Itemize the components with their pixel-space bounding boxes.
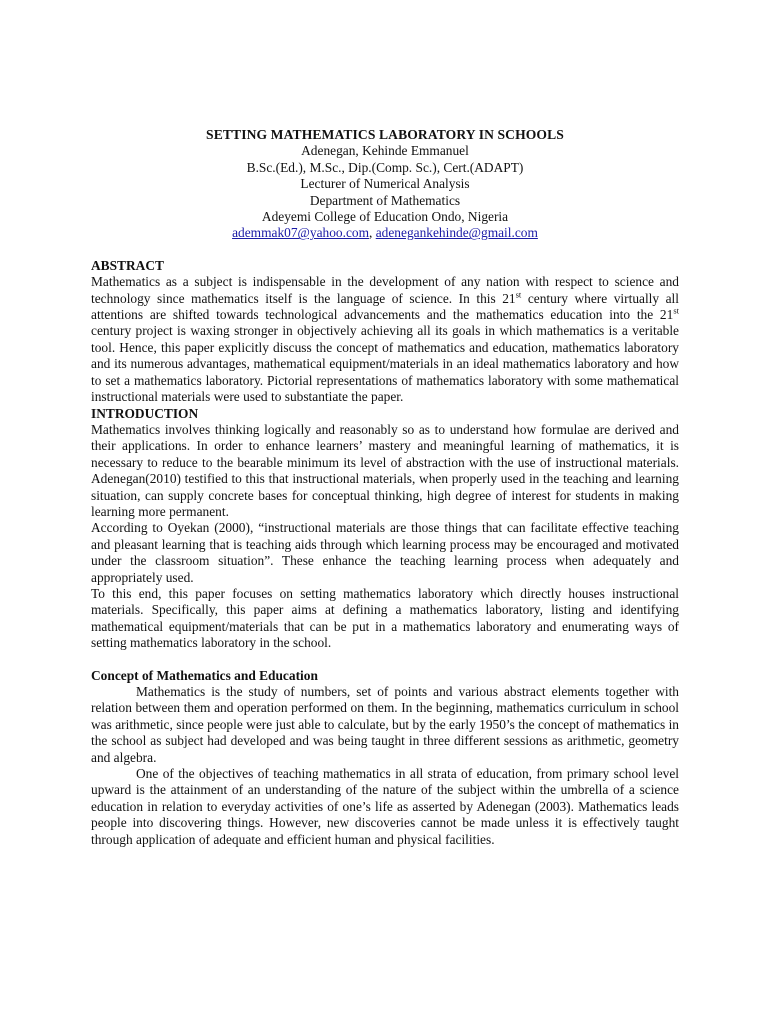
email-link-gmail[interactable]: adenegankehinde@gmail.com [375, 225, 538, 241]
superscript-st-2: st [673, 305, 679, 316]
concept-paragraph-2: One of the objectives of teaching mathematics in all strata of education, from primary school level upward is the attainment of an understanding of the nature of the subject within the umbrella of a science education in relation to everyday activities of one’s life as asserted by Adenegan (2003). Mathematics leads people into discovering things. However, new discoveries cannot be made unless it is effectively taught through application of adequate and efficient human and physical facilities. [91, 766, 679, 847]
abstract-heading: ABSTRACT [91, 257, 164, 273]
introduction-paragraph-2: According to Oyekan (2000), “instructional materials are those things that can facilitate effective teaching and pleasant learning that is teaching aids through which learning process may be encouraged and motivated under the classroom situation”. These enhance the teaching learning process when adequately and appropriately used. [91, 520, 679, 585]
abstract-text-part-2: century where virtually all attentions are shifted towards technological advancements and the mathematics education into the 21 [91, 290, 680, 323]
concept-heading: Concept of Mathematics and Education [91, 667, 318, 683]
introduction-paragraph-1: Mathematics involves thinking logically and reasonably so as to understand how formulae are derived and their applications. In order to enhance learners’ mastery and meaningful learning of mathematics, it is necessary to reduce to the bearable minimum its level of abstraction with the use of instructional materials. Adenegan(2010) testified to this that instructional materials, when properly used in the teaching and learning situation, can supply concrete bases for conceptual thinking, high degree of interest for students in making learning more permanent. [91, 421, 679, 519]
abstract-text-part-1: Mathematics as a subject is indispensable in the development of any nation with respect to science and technology since mathematics itself is the language of science. In this 21 [91, 274, 679, 306]
email-separator: , [369, 225, 373, 241]
email-link-yahoo[interactable]: ademmak07@yahoo.com [232, 225, 369, 241]
section-spacer [91, 652, 679, 668]
paper-title: SETTING MATHEMATICS LABORATORY IN SCHOOLS [206, 127, 564, 142]
abstract-paragraph [91, 274, 679, 405]
introduction-paragraph-3: To this end, this paper focuses on setting mathematics laboratory which directly houses instructional materials. Specifically, this paper aims at defining a mathematics laboratory, listing and identifying mathematical equipment/materials that can be put in a mathematics laboratory and enumerating ways of setting mathematics laboratory in the school. [91, 585, 679, 651]
document-page [91, 127, 679, 848]
paper-header [91, 127, 679, 242]
author-name: Adenegan, Kehinde Emmanuel [301, 143, 469, 159]
abstract-text-part-3: century project is waxing stronger in objectively achieving all its goals in which mathematics is a veritable tool. Hence, this paper explicitly discuss the concept of mathematics and education, mathematics laboratory and its numerous advantages, mathematical equipment/materials in an ideal mathematics laboratory and how to set a mathematics laboratory. Pictorial representations of mathematics laboratory with some mathematical instructional materials were used to substantiate the paper. [91, 323, 679, 405]
superscript-st-1: st [515, 289, 522, 300]
introduction-heading: INTRODUCTION [91, 405, 199, 421]
author-qualifications: B.Sc.(Ed.), M.Sc., Dip.(Comp. Sc.), Cert.(ADAPT) [246, 159, 524, 175]
concept-paragraph-1: Mathematics is the study of numbers, set of points and various abstract elements together with relation between them and operation performed on them. In the beginning, mathematics curriculum in school was arithmetic, since people were just able to calculate, but by the early 1950’s the concept of mathematics in the school as subject had developed and was being taught in three different sessions as arithmetic, geometry and algebra. [91, 684, 679, 765]
author-position: Lecturer of Numerical Analysis [300, 176, 470, 192]
author-institution: Adeyemi College of Education Ondo, Nigeria [261, 209, 509, 225]
author-department: Department of Mathematics [309, 192, 461, 208]
email-line [91, 225, 679, 241]
